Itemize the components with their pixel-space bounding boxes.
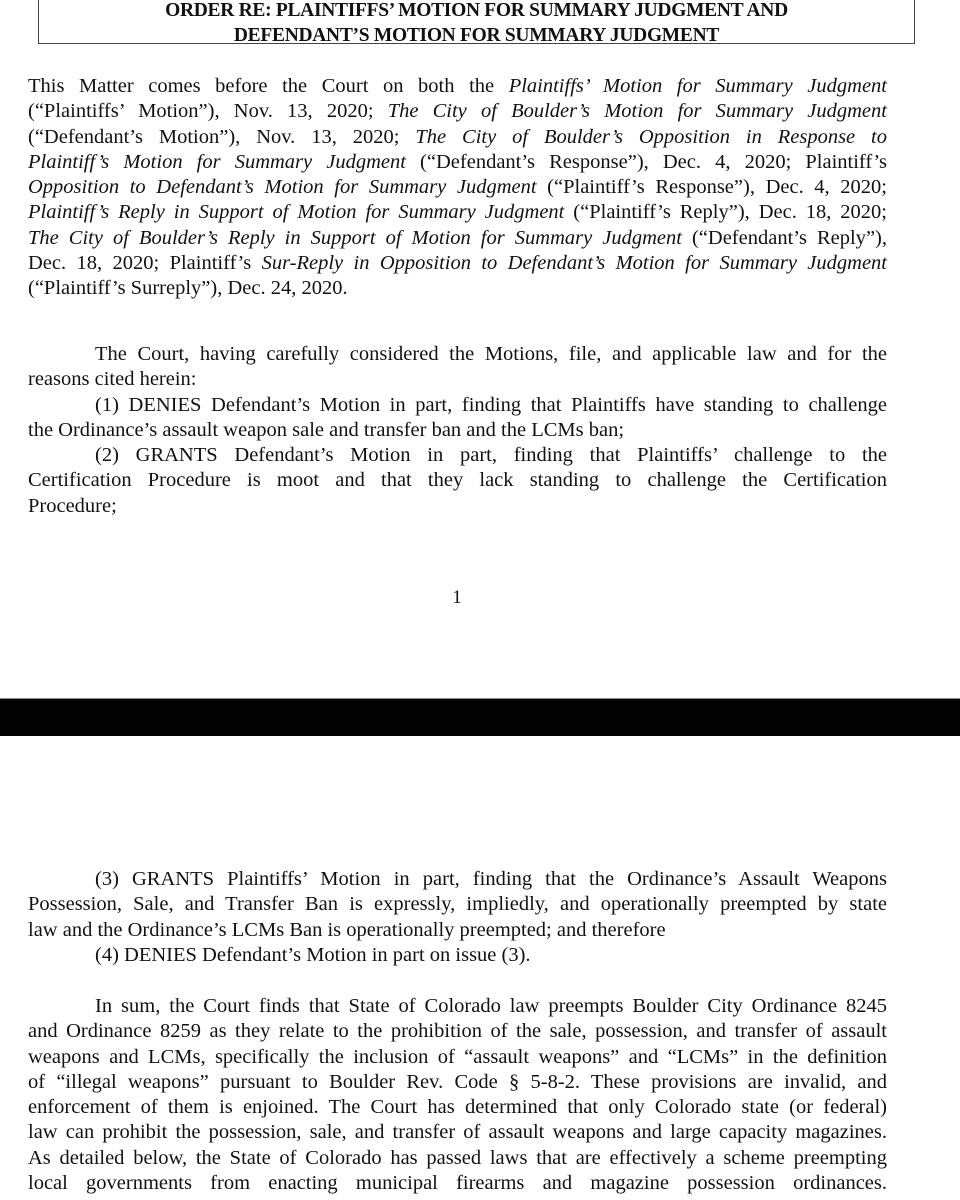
text-line [28, 943, 887, 968]
ruling-item-1 [28, 393, 887, 444]
page-number: 1 [452, 587, 462, 608]
text-span: This Matter comes before the Court on both the [28, 75, 509, 97]
text-span: In sum, the Court finds that State of Colorado law preempts Boulder City Ordinance 8245 [95, 995, 887, 1017]
text-line [28, 892, 887, 917]
text-line [28, 393, 887, 418]
text-line [28, 175, 887, 200]
text-line [28, 150, 887, 175]
text-line [28, 251, 887, 276]
text-line [28, 342, 887, 367]
text-line [28, 994, 887, 1019]
text-line [28, 1120, 887, 1145]
text-span: law can prohibit the possession, sale, and transfer of assault weapons and large capacity magazines. [28, 1121, 887, 1144]
text-line [28, 1045, 887, 1070]
summary-paragraph [28, 994, 887, 1196]
text-line [28, 125, 887, 150]
text-span: (“Defendant’s Reply”), [681, 226, 887, 249]
text-span: (2) GRANTS Defendant’s Motion in part, finding that Plaintiffs’ challenge to the [95, 444, 887, 466]
text-line [28, 867, 887, 892]
text-span: local governments from enacting municipal firearms and magazine possession ordinances. [28, 1171, 887, 1194]
text-line [28, 1171, 887, 1196]
text-line [28, 418, 887, 443]
italic-citation: Opposition to Defendant’s Motion for Summary Judgment [28, 176, 537, 198]
text-span: (1) DENIES Defendant’s Motion in part, finding that Plaintiffs have standing to challenge [95, 393, 887, 416]
court-considered-paragraph [28, 342, 887, 393]
text-span: (“Defendant’s Response”), Dec. 4, 2020; Plaintiff’s [405, 150, 888, 173]
text-line [28, 1146, 887, 1171]
text-line [28, 367, 887, 392]
italic-citation: The City of Boulder’s Motion for Summary Judgment [387, 100, 887, 123]
text-span: (4) DENIES Defendant’s Motion in part on issue (3). [95, 943, 531, 966]
text-line [28, 443, 887, 468]
italic-citation: Plaintiff’s Reply in Support of Motion for Summary Judgment [28, 201, 565, 224]
text-span: Procedure; [28, 494, 117, 517]
text-line [28, 99, 887, 124]
text-span: (“Plaintiff’s Surreply”), Dec. 24, 2020. [28, 277, 348, 299]
italic-citation: The City of Boulder’s Reply in Support of Motion for Summary Judgment [28, 226, 682, 249]
text-span: weapons and LCMs, specifically the inclusion of “assault weapons” and “LCMs” in the definition [28, 1045, 887, 1068]
italic-citation: The City of Boulder’s Opposition in Response to [415, 125, 888, 148]
text-line [28, 74, 887, 99]
text-span: Possession, Sale, and Transfer Ban is expressly, impliedly, and operationally preempted by state [28, 893, 887, 916]
text-line [28, 1019, 887, 1044]
order-title-line-2: DEFENDANT’S MOTION FOR SUMMARY JUDGMENT [233, 25, 720, 46]
text-line [28, 276, 887, 301]
text-span: Dec. 18, 2020; Plaintiff’s [28, 251, 262, 274]
text-span: and Ordinance 8259 as they relate to the prohibition of the sale, possession, and transfer of assault [28, 1020, 887, 1043]
text-span: law and the Ordinance’s LCMs Ban is operationally preempted; and therefore [28, 918, 666, 941]
text-span: As detailed below, the State of Colorado has passed laws that are effectively a scheme preempting [28, 1146, 887, 1169]
text-span: of “illegal weapons” pursuant to Boulder Rev. Code § 5-8-2. These provisions are invalid, and [28, 1070, 887, 1093]
text-span: (3) GRANTS Plaintiffs’ Motion in part, finding that the Ordinance’s Assault Weapons [95, 868, 887, 890]
ruling-item-2 [28, 443, 887, 519]
text-span: (“Plaintiffs’ Motion”), Nov. 13, 2020; [28, 100, 388, 123]
text-span: The Court, having carefully considered the Motions, file, and applicable law and for the [95, 343, 887, 365]
text-span: (“Defendant’s Motion”), Nov. 13, 2020; [28, 125, 416, 148]
text-span: enforcement of them is enjoined. The Court has determined that only Colorado state (or federal) [28, 1096, 887, 1118]
text-span: reasons cited herein: [28, 368, 197, 391]
ruling-item-4 [28, 943, 887, 968]
text-line [28, 494, 887, 519]
text-line [28, 200, 887, 225]
ruling-item-3 [28, 867, 887, 943]
text-line [28, 468, 887, 493]
italic-citation: Plaintiffs’ Motion for Summary Judgment [508, 75, 887, 97]
text-line [28, 226, 887, 251]
text-span: the Ordinance’s assault weapon sale and transfer ban and the LCMs ban; [28, 418, 625, 441]
text-span: (“Plaintiff’s Response”), Dec. 4, 2020; [536, 176, 887, 198]
text-span: (“Plaintiff’s Reply”), Dec. 18, 2020; [564, 201, 887, 224]
order-title-line-1: ORDER RE: PLAINTIFFS’ MOTION FOR SUMMARY JUDGMENT AND [165, 0, 788, 21]
intro-paragraph [28, 74, 887, 301]
text-line [28, 1095, 887, 1120]
text-line [28, 1070, 887, 1095]
page-break-bar [0, 698, 960, 736]
italic-citation: Sur-Reply in Opposition to Defendant’s Motion for Summary Judgment [261, 251, 887, 274]
italic-citation: Plaintiff’s Motion for Summary Judgment [28, 150, 406, 173]
order-title-box [38, 0, 915, 44]
text-span: Certification Procedure is moot and that they lack standing to challenge the Certification [28, 469, 887, 492]
text-line [28, 918, 887, 943]
